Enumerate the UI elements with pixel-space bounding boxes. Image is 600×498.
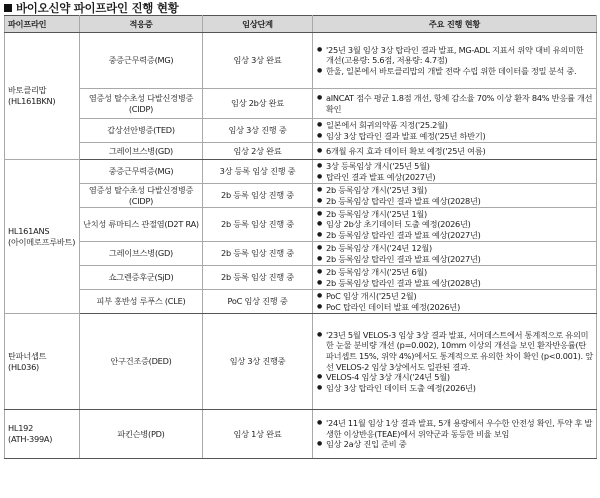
indication-cell: 안구건조증(DED): [80, 314, 203, 410]
status-cell: [313, 33, 597, 89]
status-item: ● 2b 등록임상 개시('25년 1월): [326, 209, 593, 220]
table-row: [5, 410, 597, 459]
phase-cell: PoC 임상 진행 중: [203, 290, 313, 314]
status-item: ● aINCAT 점수 평균 1.8점 개선, 항체 감소율 70% 이상 환자 84% 반응률 개선 확인: [326, 93, 593, 114]
status-item: ● 임상 2b상 초기데이터 도출 예정(2026년): [326, 219, 593, 230]
phase-cell: 임상 1상 완료: [203, 410, 313, 459]
pipeline-name-line: 바토클리맙: [8, 85, 47, 96]
phase-cell: 2b 등록 임상 진행 중: [203, 266, 313, 290]
status-list: [316, 330, 593, 394]
status-list: [316, 243, 593, 264]
indication-cell: 피부 홍반성 루푸스 (CLE): [80, 290, 203, 314]
table-row: [5, 290, 597, 314]
status-item: ● 2b 등록임상 탑라인 결과 발표 예상(2027년): [326, 254, 593, 265]
status-item: ● 한울, 일본에서 바토클리맙의 개발 전략 수립 위한 데이터를 정밀 분석 중.: [326, 66, 593, 77]
status-list: [316, 146, 593, 157]
title-text: 바이오신약 파이프라인 진행 현황: [16, 1, 179, 15]
indication-cell: 염증성 탈수초성 다발신경병증(CIDP): [80, 89, 203, 119]
status-item: ● VELOS-4 임상 3상 개시('24년 5월): [326, 372, 593, 383]
status-item: ● 임상 2a상 진입 준비 중: [326, 439, 593, 450]
status-item: ● 2b 등록임상 탑라인 결과 발표 예상(2028년): [326, 278, 593, 289]
indication-cell: 중증근무력증(MG): [80, 33, 203, 89]
status-cell: [313, 184, 597, 208]
status-cell: [313, 242, 597, 266]
status-cell: [313, 314, 597, 410]
indication-cell: 갑상선안병증(TED): [80, 119, 203, 143]
indication-cell: 난치성 류마티스 관절염(D2T RA): [80, 208, 203, 242]
pipeline-name-line: 탄파너셉트: [8, 350, 47, 361]
status-list: [316, 209, 593, 241]
status-list: [316, 45, 593, 77]
table-row: [5, 143, 597, 160]
header-indication: 적응증: [80, 16, 203, 33]
status-list: [316, 291, 593, 312]
table-header-row: [5, 16, 597, 33]
indication-cell: 염증성 탈수초성 다발신경병증(CIDP): [80, 184, 203, 208]
pipeline-table: [4, 15, 597, 459]
status-cell: [313, 119, 597, 143]
indication-cell: 그레이브스병(GD): [80, 143, 203, 160]
pipeline-name-line: HL161ANS: [8, 225, 50, 236]
black-square-icon: [4, 4, 12, 12]
status-cell: [313, 266, 597, 290]
pipeline-name-cell: [5, 160, 80, 314]
table-row: [5, 160, 597, 184]
status-list: [316, 161, 593, 182]
phase-cell: 임상 2b상 완료: [203, 89, 313, 119]
pipeline-name-line: (ATH-399A): [8, 434, 53, 444]
status-item: ● 3상 등록임상 개시('25년 5월): [326, 161, 593, 172]
status-list: [316, 93, 593, 114]
phase-cell: 임상 3상 진행중: [203, 314, 313, 410]
indication-cell: 쇼그렌증후군(SjD): [80, 266, 203, 290]
pipeline-name-line: (아이메로프루바트): [8, 236, 76, 247]
table-row: [5, 119, 597, 143]
status-item: ● PoC 임상 개시('25년 2월): [326, 291, 593, 302]
status-cell: [313, 143, 597, 160]
pipeline-name-line: (HL036): [8, 361, 39, 372]
phase-cell: 2b 등록 임상 진행 중: [203, 184, 313, 208]
status-item: ● '23년 5월 VELOS-3 임상 3상 결과 발표, 서머데스트에서 통계적으로 유의미한 눈물 분비량 개선 (p=0.002), 10mm 이상의 개선을 보인 환자반응률(탄파너셉트 15%, 위약 4%)에서도 통계적으로 유의한 차이 확인 (p<0.001). 앞선 VELOS-2 임상 3상에서도 일관된 결과.: [326, 330, 593, 372]
phase-cell: 임상 2상 완료: [203, 143, 313, 160]
status-item: ● 2b 등록임상 개시('25년 6월): [326, 267, 593, 278]
pipeline-name-line: (HL161BKN): [8, 96, 56, 106]
status-cell: [313, 89, 597, 119]
phase-cell: 3상 등록 임상 진행 중: [203, 160, 313, 184]
status-item: ● 탑라인 결과 발표 예상(2027년): [326, 172, 593, 183]
status-list: [316, 267, 593, 288]
pipeline-name-cell: [5, 33, 80, 160]
pipeline-name-cell: [5, 314, 80, 410]
status-cell: [313, 208, 597, 242]
indication-cell: 중증근무력증(MG): [80, 160, 203, 184]
status-item: ● '24년 11월 임상 1상 결과 발표, 5개 용량에서 우수한 안전성 확인, 투약 후 발생한 이상반응(TEAE)에서 위약군과 동등한 비율 보임: [326, 418, 593, 439]
table-row: [5, 89, 597, 119]
status-item: ● 임상 3상 탑라인 데이터 도출 예정(2026년): [326, 383, 593, 394]
status-item: ● '25년 3월 임상 3상 탑라인 결과 발표, MG-ADL 지표서 위약 대비 유의미한 개선(고용량: 5.6점, 저용량: 4.7점): [326, 45, 593, 66]
status-item: ● 일본에서 회귀의약품 지정('25.2월): [326, 120, 593, 131]
table-row: [5, 208, 597, 242]
status-item: ● 2b 등록임상 개시('24년 12월): [326, 243, 593, 254]
table-row: [5, 242, 597, 266]
header-phase: 임상단계: [203, 16, 313, 33]
phase-cell: 2b 등록 임상 진행 중: [203, 242, 313, 266]
pipeline-name-cell: [5, 410, 80, 459]
status-cell: [313, 410, 597, 459]
page-title: [4, 1, 178, 15]
table-row: [5, 33, 597, 89]
phase-cell: 임상 3상 완료: [203, 33, 313, 89]
indication-cell: 그레이브스병(GD): [80, 242, 203, 266]
status-item: ● 2b 등록임상 개시('25년 3월): [326, 185, 593, 196]
status-cell: [313, 160, 597, 184]
phase-cell: 2b 등록 임상 진행 중: [203, 208, 313, 242]
status-list: [316, 418, 593, 450]
status-item: ● 6개월 유지 효과 데이터 확보 예정('25년 여름): [326, 146, 593, 157]
table-row: [5, 314, 597, 410]
status-list: [316, 120, 593, 141]
header-pipeline: 파이프라인: [5, 16, 80, 33]
status-item: ● 임상 3상 탑라인 결과 발표 예정('25년 하반기): [326, 131, 593, 142]
header-status: 주요 진행 현황: [313, 16, 597, 33]
pipeline-name-line: HL192: [8, 423, 34, 434]
status-item: ● 2b 등록임상 탑라인 결과 발표 예상(2028년): [326, 196, 593, 207]
status-cell: [313, 290, 597, 314]
phase-cell: 임상 3상 진행 중: [203, 119, 313, 143]
status-item: ● 2b 등록임상 탑라인 결과 발표 예상(2027년): [326, 230, 593, 241]
status-list: [316, 185, 593, 206]
table-row: [5, 266, 597, 290]
indication-cell: 파킨슨병(PD): [80, 410, 203, 459]
table-row: [5, 184, 597, 208]
status-item: ● PoC 탑라인 데이터 발표 예정(2026년): [326, 302, 593, 313]
